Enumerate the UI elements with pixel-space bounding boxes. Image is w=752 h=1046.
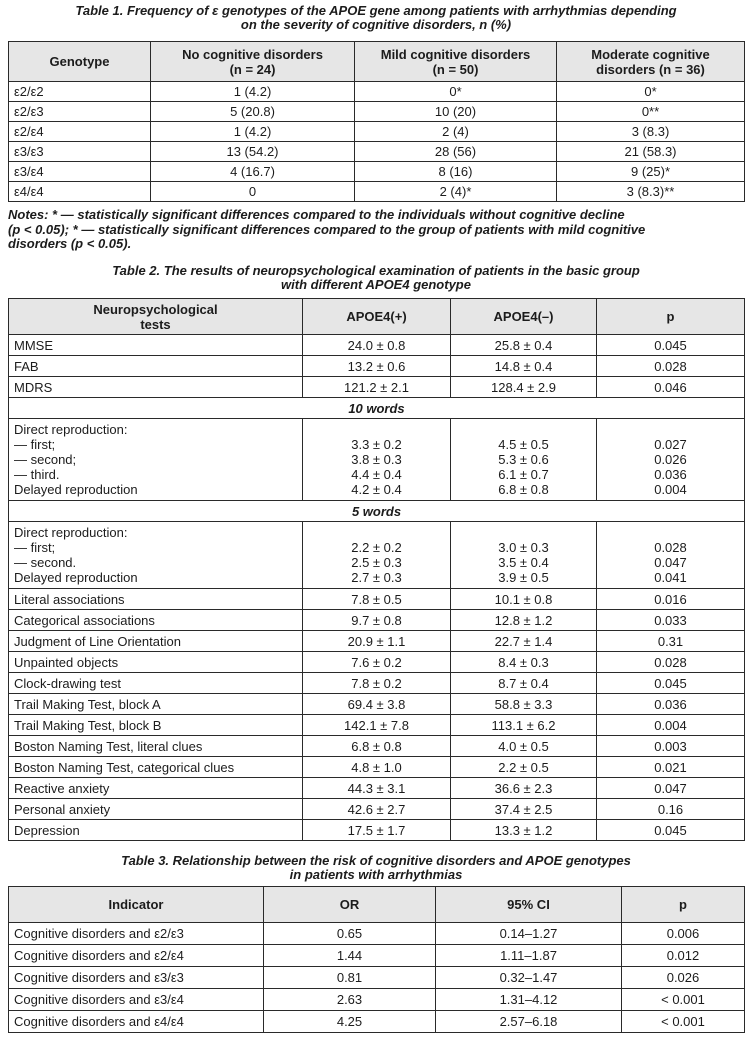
table-cell: 36.6 ± 2.3: [451, 778, 597, 799]
table-cell: 0.65: [264, 923, 436, 945]
table-cell: 7.8 ± 0.5: [303, 589, 451, 610]
table-cell: 37.4 ± 2.5: [451, 799, 597, 820]
table-cell: 128.4 ± 2.9: [451, 377, 597, 398]
header-cell: APOE4(–): [451, 299, 597, 335]
header-cell: No cognitive disorders (n = 24): [151, 42, 355, 82]
table-cell: 0**: [557, 102, 745, 122]
table-cell: < 0.001: [622, 1011, 745, 1033]
table-cell: 69.4 ± 3.8: [303, 694, 451, 715]
notes-line: (p < 0.05); * — statistically significant differences compared to the group of patients with mild cognitive: [8, 221, 646, 237]
table-cell: 0.012: [622, 945, 745, 967]
table-row: [9, 989, 745, 1011]
table-cell: 22.7 ± 1.4: [451, 631, 597, 652]
table-cell: 13 (54.2): [151, 142, 355, 162]
table-cell: 0.14–1.27: [436, 923, 622, 945]
table-cell: ε4/ε4: [9, 182, 151, 202]
table-row: [9, 945, 745, 967]
table-cell: 14.8 ± 0.4: [451, 356, 597, 377]
table-cell: 42.6 ± 2.7: [303, 799, 451, 820]
table-cell: 25.8 ± 0.4: [451, 335, 597, 356]
table-cell: 13.3 ± 1.2: [451, 820, 597, 841]
table1: [8, 41, 745, 202]
table-cell: Cognitive disorders and ε3/ε4: [9, 989, 264, 1011]
header-cell: APOE4(+): [303, 299, 451, 335]
table-cell: 3 (8.3)**: [557, 182, 745, 202]
table-row: [9, 631, 745, 652]
table-cell: Judgment of Line Orientation: [9, 631, 303, 652]
table-cell: 24.0 ± 0.8: [303, 335, 451, 356]
table-cell: 0.32–1.47: [436, 967, 622, 989]
table-cell: 0.026: [622, 967, 745, 989]
table-row: [9, 182, 745, 202]
table-cell: 113.1 ± 6.2: [451, 715, 597, 736]
table-cell: 0.006: [622, 923, 745, 945]
header-cell: Indicator: [9, 887, 264, 923]
table-cell: ε2/ε2: [9, 82, 151, 102]
table-cell: 10.1 ± 0.8: [451, 589, 597, 610]
section-heading: 5 words: [9, 501, 745, 522]
table-row: [9, 522, 745, 589]
table-cell: Cognitive disorders and ε2/ε4: [9, 945, 264, 967]
table-cell: 2 (4): [355, 122, 557, 142]
caption-line: Table 1. Frequency of ε genotypes of the APOE gene among patients with arrhythmias depending: [75, 3, 677, 18]
table-cell: Clock-drawing test: [9, 673, 303, 694]
header-cell: 95% CI: [436, 887, 622, 923]
table-cell: 8 (16): [355, 162, 557, 182]
table-cell: 4.5 ± 0.5 5.3 ± 0.6 6.1 ± 0.7 6.8 ± 0.8: [451, 419, 597, 501]
table-cell: 2.2 ± 0.2 2.5 ± 0.3 2.7 ± 0.3: [303, 522, 451, 589]
table-cell: ε2/ε4: [9, 122, 151, 142]
table-cell: Direct reproduction: — first; — second. Delayed reproduction: [9, 522, 303, 589]
table-cell: 1.11–1.87: [436, 945, 622, 967]
header-cell: Neuropsychological tests: [9, 299, 303, 335]
table-cell: Cognitive disorders and ε2/ε3: [9, 923, 264, 945]
table-cell: 28 (56): [355, 142, 557, 162]
table-row: [9, 820, 745, 841]
table-row: [9, 122, 745, 142]
table-row: [9, 589, 745, 610]
table-row: [9, 82, 745, 102]
table-cell: Categorical associations: [9, 610, 303, 631]
caption-line: in patients with arrhythmias: [289, 867, 463, 882]
section-row: [9, 398, 745, 419]
table-cell: 4.0 ± 0.5: [451, 736, 597, 757]
table-cell: 17.5 ± 1.7: [303, 820, 451, 841]
table-row: [9, 1011, 745, 1033]
header-cell: OR: [264, 887, 436, 923]
table-cell: FAB: [9, 356, 303, 377]
table3-header-row: [9, 887, 745, 923]
table-cell: 5 (20.8): [151, 102, 355, 122]
table-cell: 0.028: [597, 356, 745, 377]
header-cell: p: [622, 887, 745, 923]
table-cell: 2.57–6.18: [436, 1011, 622, 1033]
table-row: [9, 923, 745, 945]
table-cell: Direct reproduction: — first; — second; — third. Delayed reproduction: [9, 419, 303, 501]
table-cell: Cognitive disorders and ε4/ε4: [9, 1011, 264, 1033]
table-row: [9, 610, 745, 631]
table-cell: 6.8 ± 0.8: [303, 736, 451, 757]
table-cell: 0.045: [597, 820, 745, 841]
table-cell: 0.021: [597, 757, 745, 778]
table-row: [9, 419, 745, 501]
table2-header-row: [9, 299, 745, 335]
table3-caption: [0, 854, 752, 882]
table-cell: 0.047: [597, 778, 745, 799]
table-row: [9, 102, 745, 122]
table-cell: 7.8 ± 0.2: [303, 673, 451, 694]
table1-header-row: [9, 42, 745, 82]
table3: [8, 886, 745, 1033]
table-cell: 58.8 ± 3.3: [451, 694, 597, 715]
table-cell: 0.045: [597, 335, 745, 356]
table-cell: 7.6 ± 0.2: [303, 652, 451, 673]
table-row: [9, 799, 745, 820]
table-row: [9, 377, 745, 398]
table-cell: 142.1 ± 7.8: [303, 715, 451, 736]
table-cell: Reactive anxiety: [9, 778, 303, 799]
table-cell: 0.016: [597, 589, 745, 610]
table-cell: Cognitive disorders and ε3/ε3: [9, 967, 264, 989]
table-cell: 0*: [557, 82, 745, 102]
table-cell: 0.027 0.026 0.036 0.004: [597, 419, 745, 501]
table-cell: MDRS: [9, 377, 303, 398]
table-row: [9, 162, 745, 182]
header-cell: Genotype: [9, 42, 151, 82]
table-cell: 3.3 ± 0.2 3.8 ± 0.3 4.4 ± 0.4 4.2 ± 0.4: [303, 419, 451, 501]
table-row: [9, 757, 745, 778]
notes-line: Notes: * — statistically significant differences compared to the individuals without cognitive decline: [8, 207, 625, 222]
table-cell: 1.44: [264, 945, 436, 967]
section-row: [9, 501, 745, 522]
header-cell: Mild cognitive disorders (n = 50): [355, 42, 557, 82]
table-cell: 1 (4.2): [151, 122, 355, 142]
table-cell: 2.2 ± 0.5: [451, 757, 597, 778]
table-row: [9, 142, 745, 162]
table-cell: MMSE: [9, 335, 303, 356]
table-cell: 1 (4.2): [151, 82, 355, 102]
table-cell: 8.7 ± 0.4: [451, 673, 597, 694]
table-cell: 0.16: [597, 799, 745, 820]
table1-notes: [8, 208, 744, 252]
table-cell: Trail Making Test, block A: [9, 694, 303, 715]
table-cell: Unpainted objects: [9, 652, 303, 673]
header-cell: Moderate cognitive disorders (n = 36): [557, 42, 745, 82]
table-cell: 3.0 ± 0.3 3.5 ± 0.4 3.9 ± 0.5: [451, 522, 597, 589]
table-cell: 13.2 ± 0.6: [303, 356, 451, 377]
table1-caption: [0, 4, 752, 32]
table-cell: 0.046: [597, 377, 745, 398]
table-row: [9, 967, 745, 989]
table-cell: 0.81: [264, 967, 436, 989]
table-row: [9, 652, 745, 673]
caption-line: Table 2. The results of neuropsychological examination of patients in the basic group: [112, 263, 640, 278]
table-row: [9, 694, 745, 715]
table-cell: 4 (16.7): [151, 162, 355, 182]
table2-caption: [0, 264, 752, 292]
table-cell: Boston Naming Test, literal clues: [9, 736, 303, 757]
section-heading: 10 words: [9, 398, 745, 419]
table-cell: 12.8 ± 1.2: [451, 610, 597, 631]
table-cell: Personal anxiety: [9, 799, 303, 820]
table-cell: Trail Making Test, block B: [9, 715, 303, 736]
table-row: [9, 778, 745, 799]
table-cell: 8.4 ± 0.3: [451, 652, 597, 673]
table-cell: 4.25: [264, 1011, 436, 1033]
table-cell: 1.31–4.12: [436, 989, 622, 1011]
table-cell: 9 (25)*: [557, 162, 745, 182]
table-cell: < 0.001: [622, 989, 745, 1011]
table-cell: 10 (20): [355, 102, 557, 122]
table-cell: 0.003: [597, 736, 745, 757]
table-cell: 0.028 0.047 0.041: [597, 522, 745, 589]
table-cell: 2.63: [264, 989, 436, 1011]
table-cell: 0.004: [597, 715, 745, 736]
table-row: [9, 715, 745, 736]
caption-line: Table 3. Relationship between the risk of cognitive disorders and APOE genotypes: [121, 853, 631, 868]
table-cell: 3 (8.3): [557, 122, 745, 142]
table-cell: 0*: [355, 82, 557, 102]
table-cell: 4.8 ± 1.0: [303, 757, 451, 778]
table-cell: 0.036: [597, 694, 745, 715]
caption-line: on the severity of cognitive disorders, n (%): [240, 17, 512, 32]
table-cell: ε2/ε3: [9, 102, 151, 122]
table-cell: 20.9 ± 1.1: [303, 631, 451, 652]
caption-line: with different APOE4 genotype: [281, 277, 471, 292]
table-cell: 2 (4)*: [355, 182, 557, 202]
table-cell: 0.045: [597, 673, 745, 694]
table-cell: 0: [151, 182, 355, 202]
table-row: [9, 356, 745, 377]
table-cell: ε3/ε4: [9, 162, 151, 182]
table-cell: 44.3 ± 3.1: [303, 778, 451, 799]
table-row: [9, 335, 745, 356]
table-cell: Literal associations: [9, 589, 303, 610]
table-cell: 0.31: [597, 631, 745, 652]
table-cell: 121.2 ± 2.1: [303, 377, 451, 398]
table-cell: 0.028: [597, 652, 745, 673]
table-row: [9, 673, 745, 694]
table-cell: 21 (58.3): [557, 142, 745, 162]
table-cell: 0.033: [597, 610, 745, 631]
table-cell: Boston Naming Test, categorical clues: [9, 757, 303, 778]
header-cell: p: [597, 299, 745, 335]
table-cell: ε3/ε3: [9, 142, 151, 162]
table-row: [9, 736, 745, 757]
notes-line: disorders (p < 0.05).: [8, 236, 132, 251]
table2: [8, 298, 745, 841]
table-cell: Depression: [9, 820, 303, 841]
table-cell: 9.7 ± 0.8: [303, 610, 451, 631]
